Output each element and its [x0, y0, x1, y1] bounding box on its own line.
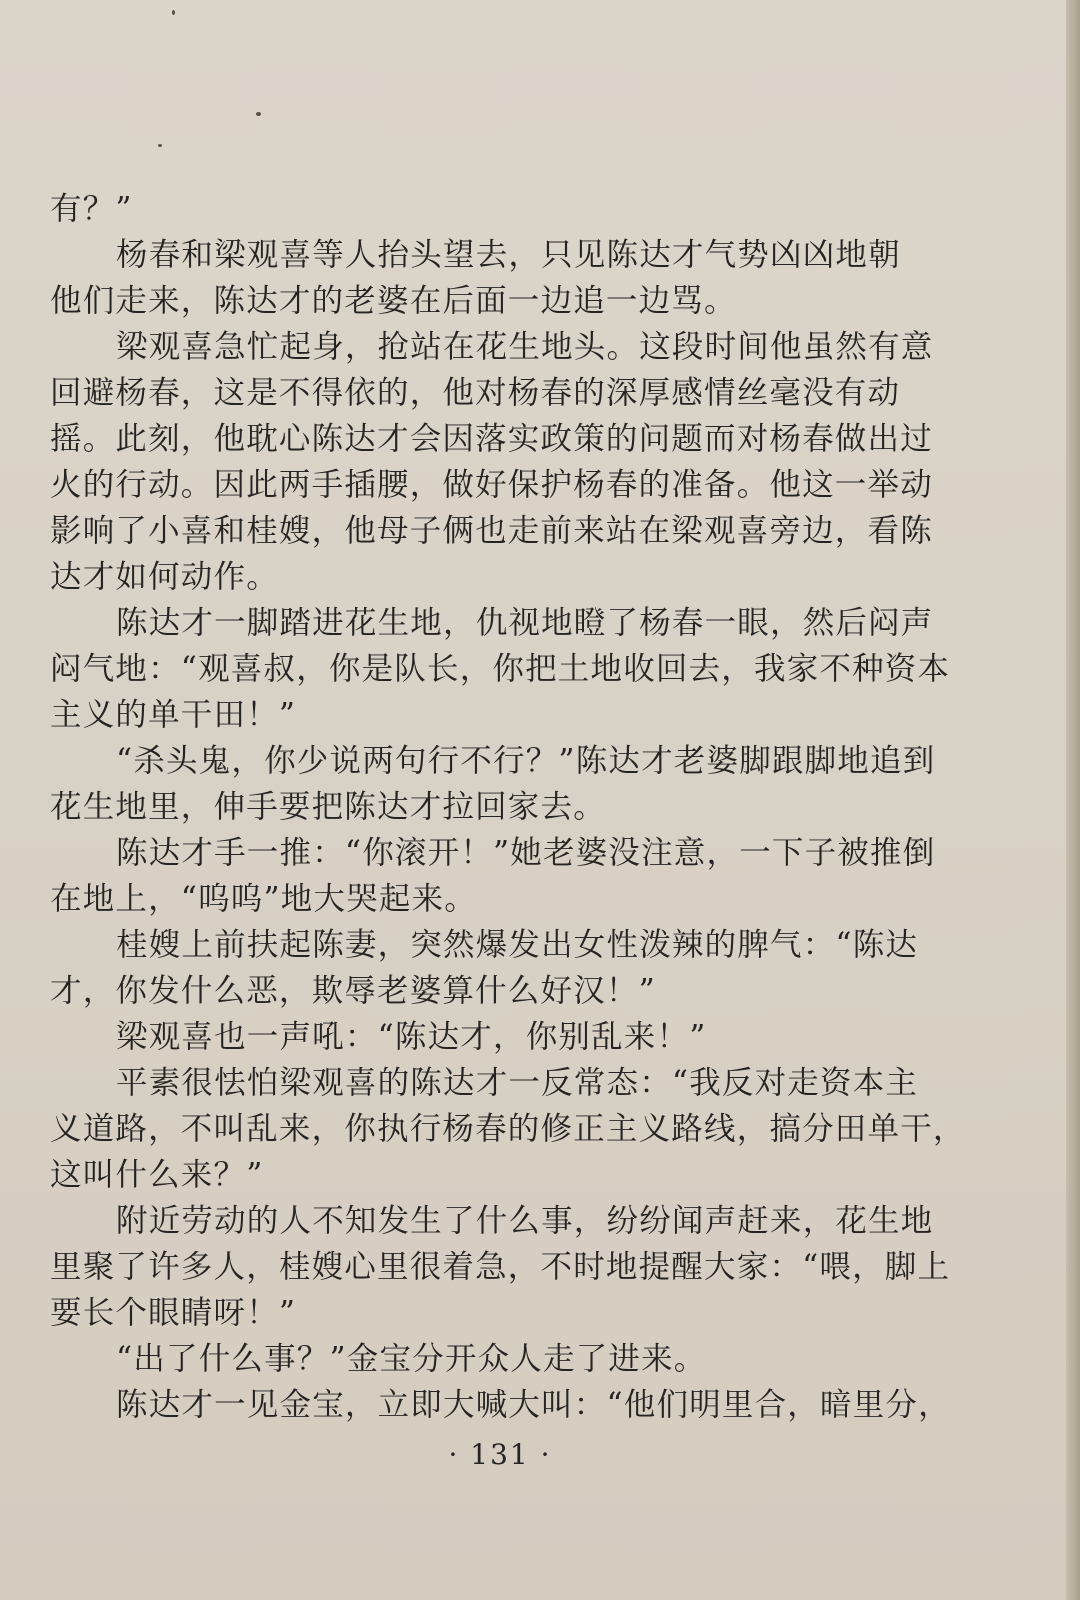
- text-line: 摇。此刻，他耽心陈达才会因落实政策的问题而对杨春做出过: [50, 421, 933, 457]
- page-number: · 131 ·: [448, 1438, 552, 1471]
- page-edge-shadow: [1066, 0, 1080, 1600]
- text-line: 主义的单干田！”: [50, 697, 297, 733]
- paper-speck: [256, 112, 261, 116]
- text-line: 梁观喜也一声吼：“陈达才，你别乱来！”: [116, 1019, 707, 1055]
- text-line: “出了什么事？”金宝分开众人走了进来。: [116, 1341, 707, 1377]
- text-line: 闷气地：“观喜叔，你是队长，你把土地收回去，我家不种资本: [50, 651, 951, 687]
- text-line: 平素很怯怕梁观喜的陈达才一反常态：“我反对走资本主: [116, 1065, 919, 1101]
- text-line: 火的行动。因此两手插腰，做好保护杨春的准备。他这一举动: [50, 467, 933, 503]
- text-line: 达才如何动作。: [50, 559, 279, 595]
- text-line: 梁观喜急忙起身，抢站在花生地头。这段时间他虽然有意: [116, 329, 934, 365]
- text-line: 有？”: [50, 191, 133, 227]
- text-line: 附近劳动的人不知发生了什么事，纷纷闻声赶来，花生地: [116, 1203, 934, 1239]
- text-line: 要长个眼睛呀！”: [50, 1295, 297, 1331]
- paper-speck: [172, 10, 175, 15]
- body-text: [50, 186, 966, 1428]
- text-line: 陈达才一见金宝，立即大喊大叫：“他们明里合，暗里分，: [116, 1387, 951, 1423]
- text-line: 才，你发什么恶，欺辱老婆算什么好汉！”: [50, 973, 656, 1009]
- text-line: 影响了小喜和桂嫂，他母子俩也走前来站在梁观喜旁边，看陈: [50, 513, 933, 549]
- text-line: 桂嫂上前扶起陈妻，突然爆发出女性泼辣的脾气：“陈达: [116, 927, 919, 963]
- text-line: 义道路，不叫乱来，你执行杨春的修正主义路线，搞分田单干，: [50, 1111, 966, 1147]
- text-line: 回避杨春，这是不得依的，他对杨春的深厚感情丝毫没有动: [50, 375, 901, 411]
- paper-speck: [158, 144, 162, 147]
- text-line: 陈达才手一推：“你滚开！”她老婆没注意，一下子被推倒: [116, 835, 936, 871]
- text-line: 里聚了许多人，桂嫂心里很着急，不时地提醒大家：“喂，脚上: [50, 1249, 951, 1285]
- text-line: 杨春和梁观喜等人抬头望去，只见陈达才气势凶凶地朝: [116, 237, 901, 273]
- text-line: 他们走来，陈达才的老婆在后面一边追一边骂。: [50, 283, 737, 319]
- text-line: 在地上，“呜呜”地大哭起来。: [50, 881, 478, 917]
- text-line: 陈达才一脚踏进花生地，仇视地瞪了杨春一眼，然后闷声: [116, 605, 934, 641]
- text-line: “杀头鬼，你少说两句行不行？”陈达才老婆脚跟脚地追到: [116, 743, 936, 779]
- text-line: 花生地里，伸手要把陈达才拉回家去。: [50, 789, 606, 825]
- text-line: 这叫什么来？”: [50, 1157, 264, 1193]
